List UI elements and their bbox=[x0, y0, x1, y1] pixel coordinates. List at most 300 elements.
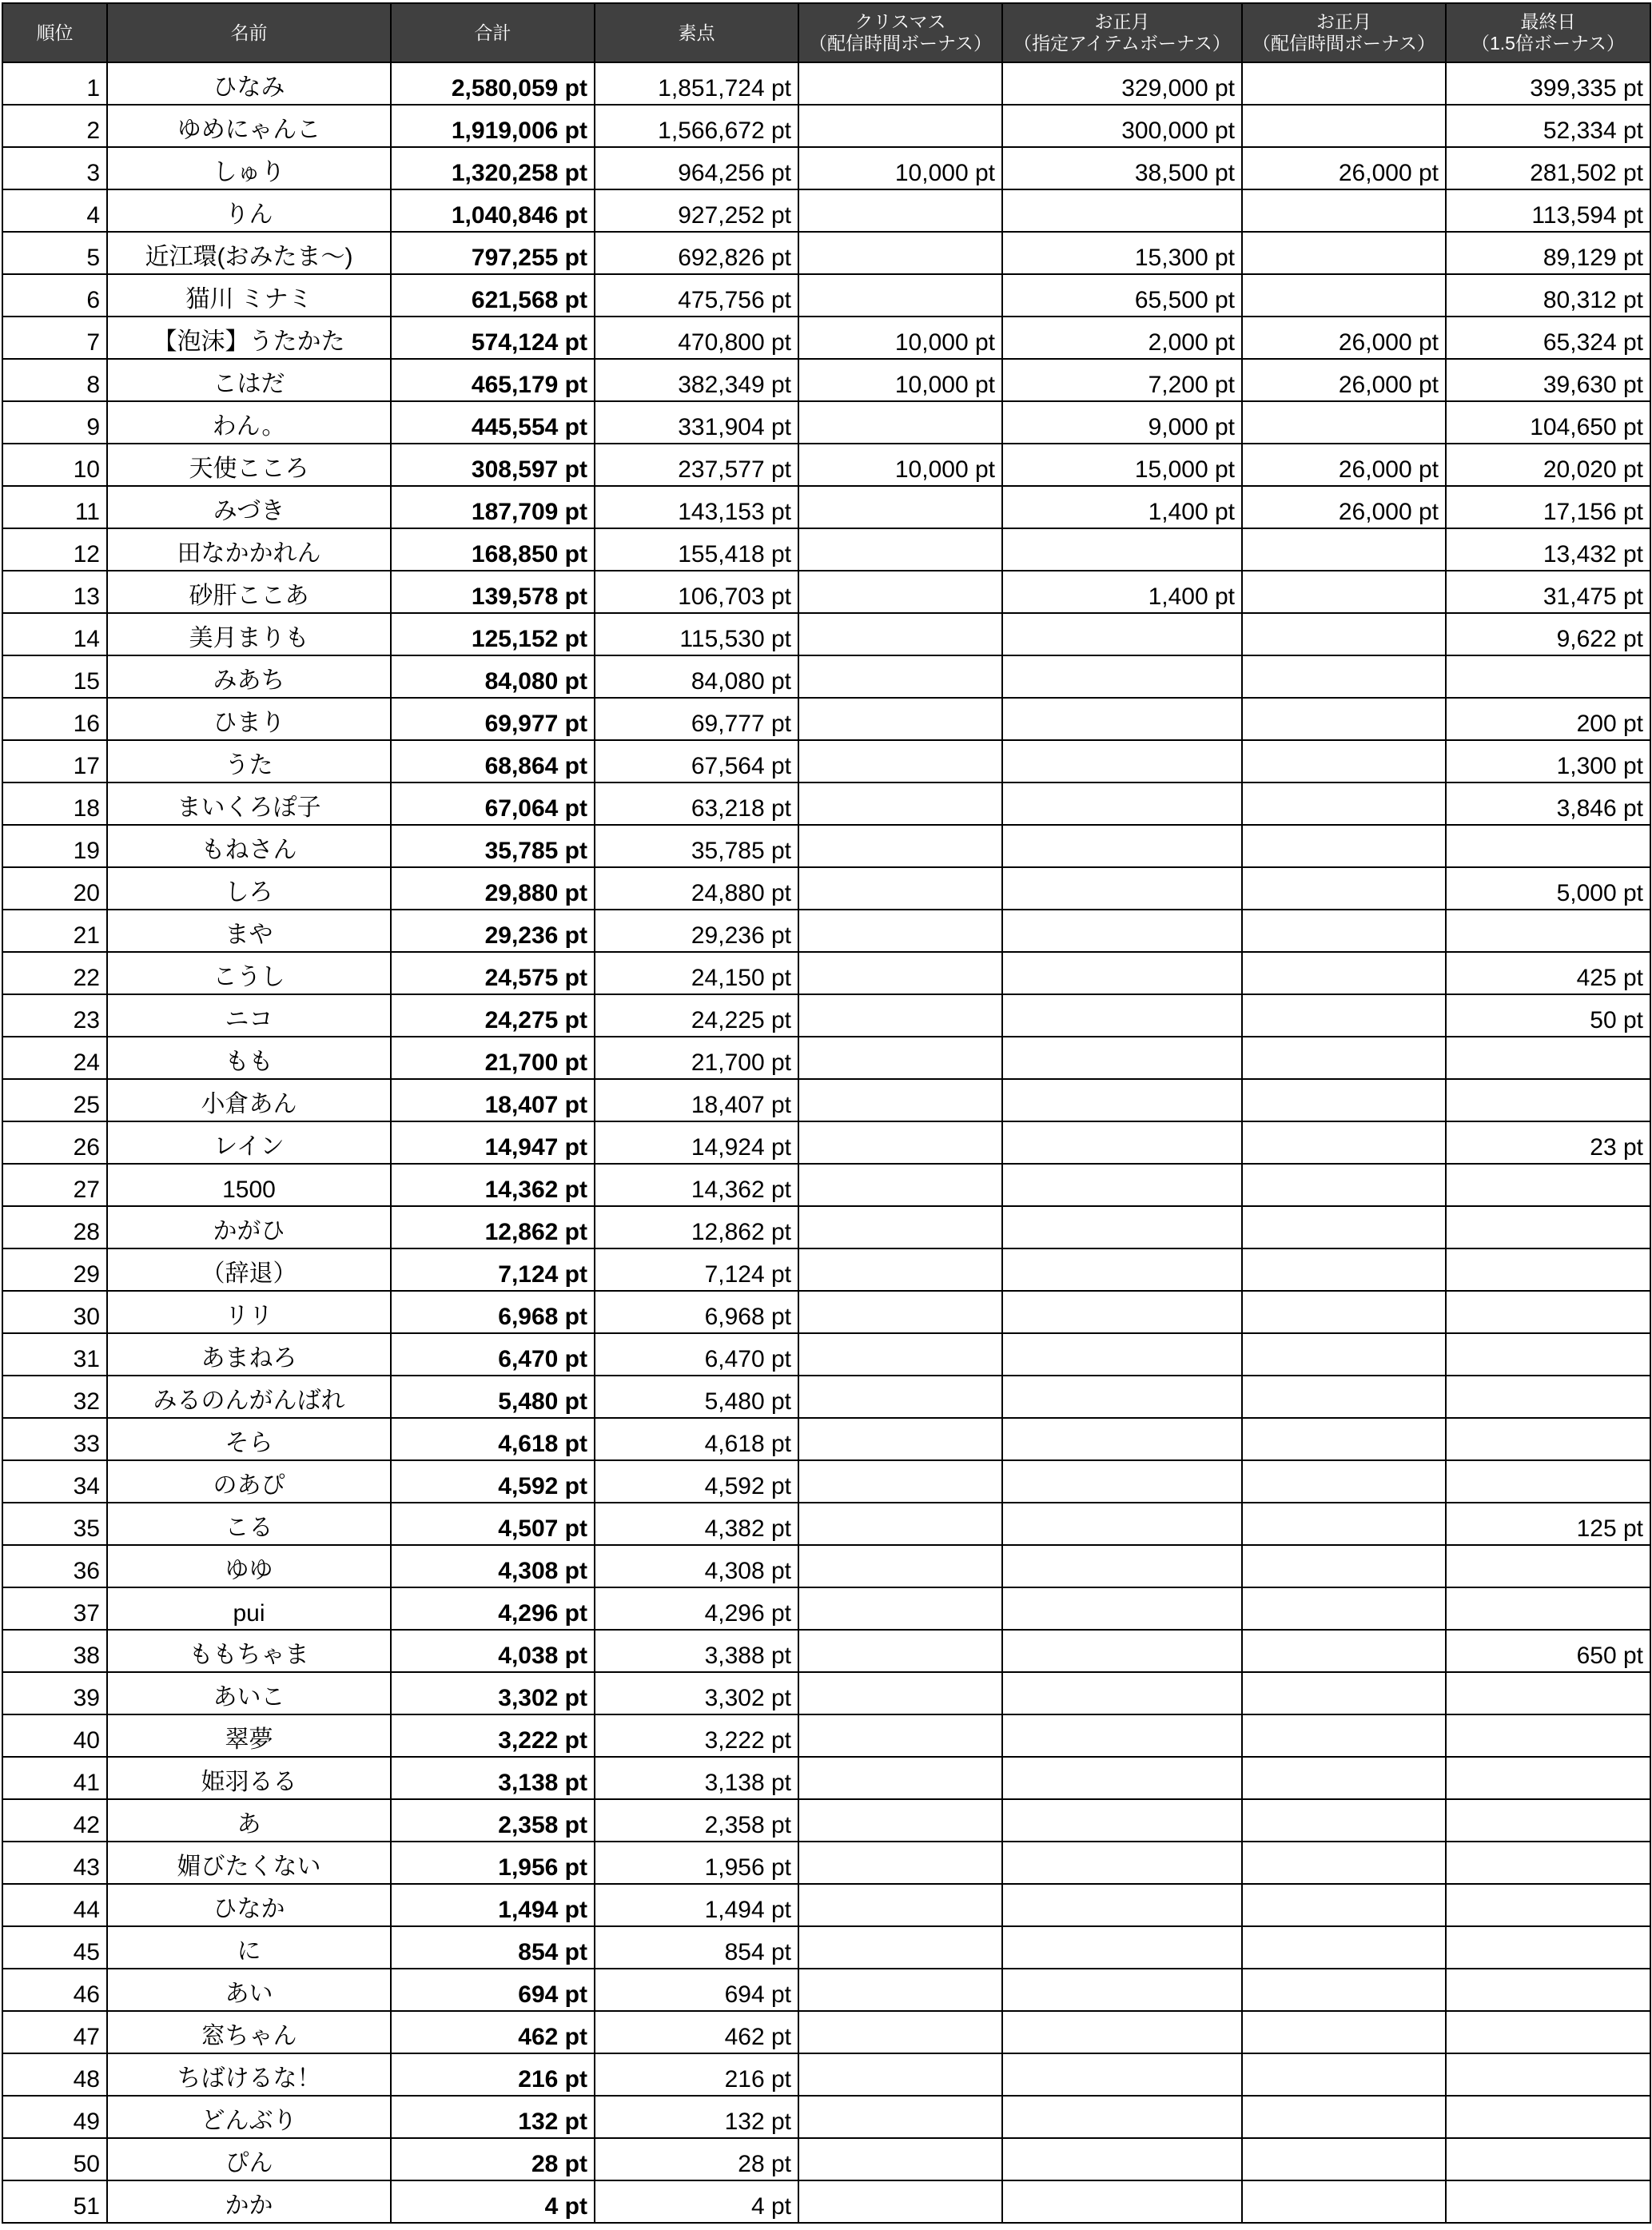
christmas-bonus-cell bbox=[798, 1291, 1002, 1333]
table-row bbox=[2, 232, 1650, 274]
header-christmas-bonus bbox=[798, 3, 1002, 62]
final-day-bonus-cell bbox=[1446, 1333, 1650, 1376]
table-row bbox=[2, 2138, 1650, 2180]
total-cell: 187,709 pt bbox=[391, 486, 595, 528]
newyear-item-bonus-cell bbox=[1002, 1333, 1242, 1376]
christmas-bonus-cell bbox=[798, 655, 1002, 698]
table-row bbox=[2, 571, 1650, 613]
newyear-time-bonus-cell bbox=[1242, 1206, 1446, 1248]
newyear-time-bonus-cell bbox=[1242, 62, 1446, 105]
total-cell: 168,850 pt bbox=[391, 528, 595, 571]
header-final-day-subtitle: （1.5倍ボーナス） bbox=[1471, 33, 1626, 54]
base-score-cell: 3,388 pt bbox=[595, 1630, 798, 1672]
name-cell: もも bbox=[107, 1037, 391, 1079]
table-row bbox=[2, 317, 1650, 359]
christmas-bonus-cell bbox=[798, 782, 1002, 825]
final-day-bonus-cell bbox=[1446, 655, 1650, 698]
table-row bbox=[2, 2011, 1650, 2053]
name-cell: ひなか bbox=[107, 1884, 391, 1926]
table-row bbox=[2, 2180, 1650, 2223]
christmas-bonus-cell bbox=[798, 1842, 1002, 1884]
table-row bbox=[2, 1037, 1650, 1079]
header-base-score: 素点 bbox=[595, 3, 798, 62]
final-day-bonus-cell bbox=[1446, 1842, 1650, 1884]
total-cell: 4,038 pt bbox=[391, 1630, 595, 1672]
newyear-item-bonus-cell: 1,400 pt bbox=[1002, 486, 1242, 528]
name-cell: あいこ bbox=[107, 1672, 391, 1714]
table-row bbox=[2, 1969, 1650, 2011]
final-day-bonus-cell bbox=[1446, 1672, 1650, 1714]
base-score-cell: 4,308 pt bbox=[595, 1545, 798, 1587]
final-day-bonus-cell bbox=[1446, 1460, 1650, 1503]
base-score-cell: 1,956 pt bbox=[595, 1842, 798, 1884]
final-day-bonus-cell: 65,324 pt bbox=[1446, 317, 1650, 359]
christmas-bonus-cell bbox=[798, 740, 1002, 782]
final-day-bonus-cell: 52,334 pt bbox=[1446, 105, 1650, 147]
newyear-time-bonus-cell bbox=[1242, 1121, 1446, 1164]
newyear-item-bonus-cell bbox=[1002, 740, 1242, 782]
final-day-bonus-cell: 50 pt bbox=[1446, 994, 1650, 1037]
total-cell: 4,296 pt bbox=[391, 1587, 595, 1630]
newyear-time-bonus-cell bbox=[1242, 867, 1446, 910]
table-row bbox=[2, 1460, 1650, 1503]
final-day-bonus-cell bbox=[1446, 1884, 1650, 1926]
total-cell: 68,864 pt bbox=[391, 740, 595, 782]
newyear-item-bonus-cell bbox=[1002, 867, 1242, 910]
christmas-bonus-cell bbox=[798, 571, 1002, 613]
rank-cell: 18 bbox=[2, 782, 107, 825]
christmas-bonus-cell bbox=[798, 1164, 1002, 1206]
newyear-item-bonus-cell bbox=[1002, 1418, 1242, 1460]
name-cell: りん bbox=[107, 189, 391, 232]
name-cell: ひまり bbox=[107, 698, 391, 740]
newyear-time-bonus-cell: 26,000 pt bbox=[1242, 444, 1446, 486]
rank-cell: 44 bbox=[2, 1884, 107, 1926]
newyear-item-bonus-cell bbox=[1002, 2011, 1242, 2053]
final-day-bonus-cell: 20,020 pt bbox=[1446, 444, 1650, 486]
name-cell: ひなみ bbox=[107, 62, 391, 105]
name-cell: しゅり bbox=[107, 147, 391, 189]
rank-cell: 30 bbox=[2, 1291, 107, 1333]
base-score-cell: 14,924 pt bbox=[595, 1121, 798, 1164]
newyear-item-bonus-cell bbox=[1002, 528, 1242, 571]
base-score-cell: 155,418 pt bbox=[595, 528, 798, 571]
newyear-item-bonus-cell bbox=[1002, 825, 1242, 867]
christmas-bonus-cell bbox=[798, 1460, 1002, 1503]
base-score-cell: 84,080 pt bbox=[595, 655, 798, 698]
christmas-bonus-cell bbox=[798, 2011, 1002, 2053]
final-day-bonus-cell: 9,622 pt bbox=[1446, 613, 1650, 655]
name-cell: かがひ bbox=[107, 1206, 391, 1248]
newyear-time-bonus-cell bbox=[1242, 1757, 1446, 1799]
newyear-time-bonus-cell: 26,000 pt bbox=[1242, 147, 1446, 189]
table-row bbox=[2, 1799, 1650, 1842]
table-row bbox=[2, 1164, 1650, 1206]
table-row bbox=[2, 867, 1650, 910]
table-row bbox=[2, 994, 1650, 1037]
final-day-bonus-cell bbox=[1446, 910, 1650, 952]
base-score-cell: 4,296 pt bbox=[595, 1587, 798, 1630]
table-row bbox=[2, 189, 1650, 232]
name-cell: こはだ bbox=[107, 359, 391, 401]
newyear-item-bonus-cell bbox=[1002, 1248, 1242, 1291]
newyear-time-bonus-cell bbox=[1242, 698, 1446, 740]
newyear-time-bonus-cell bbox=[1242, 2096, 1446, 2138]
name-cell: ぴん bbox=[107, 2138, 391, 2180]
total-cell: 7,124 pt bbox=[391, 1248, 595, 1291]
newyear-time-bonus-cell bbox=[1242, 232, 1446, 274]
newyear-item-bonus-cell bbox=[1002, 1630, 1242, 1672]
total-cell: 445,554 pt bbox=[391, 401, 595, 444]
christmas-bonus-cell bbox=[798, 2096, 1002, 2138]
christmas-bonus-cell bbox=[798, 1714, 1002, 1757]
final-day-bonus-cell: 89,129 pt bbox=[1446, 232, 1650, 274]
total-cell: 69,977 pt bbox=[391, 698, 595, 740]
table-row bbox=[2, 1079, 1650, 1121]
header-name: 名前 bbox=[107, 3, 391, 62]
base-score-cell: 18,407 pt bbox=[595, 1079, 798, 1121]
table-row bbox=[2, 274, 1650, 317]
newyear-time-bonus-cell bbox=[1242, 952, 1446, 994]
rank-cell: 33 bbox=[2, 1418, 107, 1460]
total-cell: 216 pt bbox=[391, 2053, 595, 2096]
newyear-item-bonus-cell bbox=[1002, 1545, 1242, 1587]
newyear-time-bonus-cell: 26,000 pt bbox=[1242, 359, 1446, 401]
base-score-cell: 4,618 pt bbox=[595, 1418, 798, 1460]
rank-cell: 41 bbox=[2, 1757, 107, 1799]
total-cell: 1,919,006 pt bbox=[391, 105, 595, 147]
newyear-item-bonus-cell: 65,500 pt bbox=[1002, 274, 1242, 317]
table-row bbox=[2, 1587, 1650, 1630]
base-score-cell: 331,904 pt bbox=[595, 401, 798, 444]
christmas-bonus-cell bbox=[798, 1757, 1002, 1799]
rank-cell: 31 bbox=[2, 1333, 107, 1376]
base-score-cell: 3,138 pt bbox=[595, 1757, 798, 1799]
rank-cell: 14 bbox=[2, 613, 107, 655]
rank-cell: 23 bbox=[2, 994, 107, 1037]
name-cell: もねさん bbox=[107, 825, 391, 867]
final-day-bonus-cell: 3,846 pt bbox=[1446, 782, 1650, 825]
christmas-bonus-cell bbox=[798, 1799, 1002, 1842]
final-day-bonus-cell: 650 pt bbox=[1446, 1630, 1650, 1672]
christmas-bonus-cell: 10,000 pt bbox=[798, 444, 1002, 486]
name-cell: 猫川 ミナミ bbox=[107, 274, 391, 317]
rank-cell: 50 bbox=[2, 2138, 107, 2180]
total-cell: 797,255 pt bbox=[391, 232, 595, 274]
rank-cell: 37 bbox=[2, 1587, 107, 1630]
newyear-item-bonus-cell bbox=[1002, 1884, 1242, 1926]
total-cell: 3,222 pt bbox=[391, 1714, 595, 1757]
base-score-cell: 28 pt bbox=[595, 2138, 798, 2180]
base-score-cell: 106,703 pt bbox=[595, 571, 798, 613]
total-cell: 574,124 pt bbox=[391, 317, 595, 359]
name-cell: （辞退） bbox=[107, 1248, 391, 1291]
name-cell: そら bbox=[107, 1418, 391, 1460]
newyear-item-bonus-cell bbox=[1002, 613, 1242, 655]
total-cell: 21,700 pt bbox=[391, 1037, 595, 1079]
rank-cell: 47 bbox=[2, 2011, 107, 2053]
base-score-cell: 4,382 pt bbox=[595, 1503, 798, 1545]
christmas-bonus-cell bbox=[798, 910, 1002, 952]
newyear-item-bonus-cell bbox=[1002, 2053, 1242, 2096]
final-day-bonus-cell bbox=[1446, 1799, 1650, 1842]
newyear-time-bonus-cell: 26,000 pt bbox=[1242, 317, 1446, 359]
final-day-bonus-cell: 425 pt bbox=[1446, 952, 1650, 994]
rank-cell: 35 bbox=[2, 1503, 107, 1545]
newyear-time-bonus-cell bbox=[1242, 740, 1446, 782]
total-cell: 621,568 pt bbox=[391, 274, 595, 317]
table-row bbox=[2, 825, 1650, 867]
name-cell: 姫羽るる bbox=[107, 1757, 391, 1799]
newyear-time-bonus-cell bbox=[1242, 1164, 1446, 1206]
total-cell: 4 pt bbox=[391, 2180, 595, 2223]
final-day-bonus-cell bbox=[1446, 1291, 1650, 1333]
total-cell: 1,320,258 pt bbox=[391, 147, 595, 189]
table-row bbox=[2, 1376, 1650, 1418]
base-score-cell: 6,968 pt bbox=[595, 1291, 798, 1333]
header-newyear-time-title: お正月 bbox=[1316, 11, 1371, 32]
final-day-bonus-cell bbox=[1446, 2096, 1650, 2138]
rank-cell: 24 bbox=[2, 1037, 107, 1079]
final-day-bonus-cell bbox=[1446, 2011, 1650, 2053]
base-score-cell: 35,785 pt bbox=[595, 825, 798, 867]
christmas-bonus-cell bbox=[798, 994, 1002, 1037]
total-cell: 694 pt bbox=[391, 1969, 595, 2011]
christmas-bonus-cell bbox=[798, 698, 1002, 740]
total-cell: 462 pt bbox=[391, 2011, 595, 2053]
final-day-bonus-cell bbox=[1446, 1757, 1650, 1799]
total-cell: 4,592 pt bbox=[391, 1460, 595, 1503]
newyear-time-bonus-cell bbox=[1242, 910, 1446, 952]
name-cell: みるのんがんばれ bbox=[107, 1376, 391, 1418]
newyear-time-bonus-cell bbox=[1242, 2138, 1446, 2180]
total-cell: 3,302 pt bbox=[391, 1672, 595, 1714]
rank-cell: 11 bbox=[2, 486, 107, 528]
base-score-cell: 24,880 pt bbox=[595, 867, 798, 910]
christmas-bonus-cell: 10,000 pt bbox=[798, 317, 1002, 359]
table-row bbox=[2, 1248, 1650, 1291]
total-cell: 1,956 pt bbox=[391, 1842, 595, 1884]
final-day-bonus-cell: 113,594 pt bbox=[1446, 189, 1650, 232]
name-cell: 砂肝ここあ bbox=[107, 571, 391, 613]
newyear-time-bonus-cell bbox=[1242, 2180, 1446, 2223]
christmas-bonus-cell bbox=[798, 1587, 1002, 1630]
table-row bbox=[2, 782, 1650, 825]
rank-cell: 5 bbox=[2, 232, 107, 274]
name-cell: 媚びたくない bbox=[107, 1842, 391, 1884]
rank-cell: 42 bbox=[2, 1799, 107, 1842]
final-day-bonus-cell: 125 pt bbox=[1446, 1503, 1650, 1545]
newyear-time-bonus-cell bbox=[1242, 782, 1446, 825]
base-score-cell: 216 pt bbox=[595, 2053, 798, 2096]
total-cell: 132 pt bbox=[391, 2096, 595, 2138]
table-row bbox=[2, 1757, 1650, 1799]
ranking-table bbox=[2, 2, 1651, 2224]
table-row bbox=[2, 2096, 1650, 2138]
base-score-cell: 694 pt bbox=[595, 1969, 798, 2011]
total-cell: 139,578 pt bbox=[391, 571, 595, 613]
base-score-cell: 1,566,672 pt bbox=[595, 105, 798, 147]
christmas-bonus-cell: 10,000 pt bbox=[798, 147, 1002, 189]
newyear-item-bonus-cell bbox=[1002, 1503, 1242, 1545]
name-cell: pui bbox=[107, 1587, 391, 1630]
name-cell: 近江環(おみたま～) bbox=[107, 232, 391, 274]
base-score-cell: 63,218 pt bbox=[595, 782, 798, 825]
header-rank: 順位 bbox=[2, 3, 107, 62]
base-score-cell: 470,800 pt bbox=[595, 317, 798, 359]
name-cell: かか bbox=[107, 2180, 391, 2223]
total-cell: 29,236 pt bbox=[391, 910, 595, 952]
newyear-time-bonus-cell bbox=[1242, 528, 1446, 571]
total-cell: 5,480 pt bbox=[391, 1376, 595, 1418]
header-newyear-item-bonus bbox=[1002, 3, 1242, 62]
header-total: 合計 bbox=[391, 3, 595, 62]
newyear-item-bonus-cell bbox=[1002, 1842, 1242, 1884]
christmas-bonus-cell bbox=[798, 1248, 1002, 1291]
rank-cell: 12 bbox=[2, 528, 107, 571]
table-row bbox=[2, 655, 1650, 698]
name-cell: 翠夢 bbox=[107, 1714, 391, 1757]
base-score-cell: 1,494 pt bbox=[595, 1884, 798, 1926]
newyear-time-bonus-cell bbox=[1242, 613, 1446, 655]
total-cell: 6,968 pt bbox=[391, 1291, 595, 1333]
name-cell: 窓ちゃん bbox=[107, 2011, 391, 2053]
newyear-time-bonus-cell bbox=[1242, 1545, 1446, 1587]
rank-cell: 40 bbox=[2, 1714, 107, 1757]
base-score-cell: 692,826 pt bbox=[595, 232, 798, 274]
newyear-time-bonus-cell bbox=[1242, 1799, 1446, 1842]
base-score-cell: 115,530 pt bbox=[595, 613, 798, 655]
christmas-bonus-cell bbox=[798, 1079, 1002, 1121]
name-cell: のあぴ bbox=[107, 1460, 391, 1503]
newyear-item-bonus-cell bbox=[1002, 1037, 1242, 1079]
newyear-time-bonus-cell bbox=[1242, 2011, 1446, 2053]
total-cell: 12,862 pt bbox=[391, 1206, 595, 1248]
newyear-item-bonus-cell: 329,000 pt bbox=[1002, 62, 1242, 105]
newyear-time-bonus-cell: 26,000 pt bbox=[1242, 486, 1446, 528]
rank-cell: 29 bbox=[2, 1248, 107, 1291]
ranking-table-container bbox=[2, 2, 1651, 2224]
table-row bbox=[2, 1503, 1650, 1545]
base-score-cell: 14,362 pt bbox=[595, 1164, 798, 1206]
final-day-bonus-cell bbox=[1446, 1079, 1650, 1121]
final-day-bonus-cell bbox=[1446, 1418, 1650, 1460]
rank-cell: 6 bbox=[2, 274, 107, 317]
name-cell: 小倉あん bbox=[107, 1079, 391, 1121]
name-cell: 美月まりも bbox=[107, 613, 391, 655]
final-day-bonus-cell: 80,312 pt bbox=[1446, 274, 1650, 317]
final-day-bonus-cell: 281,502 pt bbox=[1446, 147, 1650, 189]
base-score-cell: 2,358 pt bbox=[595, 1799, 798, 1842]
newyear-item-bonus-cell bbox=[1002, 1799, 1242, 1842]
base-score-cell: 462 pt bbox=[595, 2011, 798, 2053]
base-score-cell: 143,153 pt bbox=[595, 486, 798, 528]
base-score-cell: 3,222 pt bbox=[595, 1714, 798, 1757]
name-cell: ゆめにゃんこ bbox=[107, 105, 391, 147]
newyear-time-bonus-cell bbox=[1242, 1248, 1446, 1291]
total-cell: 4,507 pt bbox=[391, 1503, 595, 1545]
final-day-bonus-cell bbox=[1446, 1164, 1650, 1206]
base-score-cell: 3,302 pt bbox=[595, 1672, 798, 1714]
final-day-bonus-cell bbox=[1446, 2053, 1650, 2096]
newyear-time-bonus-cell bbox=[1242, 1460, 1446, 1503]
rank-cell: 7 bbox=[2, 317, 107, 359]
base-score-cell: 5,480 pt bbox=[595, 1376, 798, 1418]
name-cell: ゆゆ bbox=[107, 1545, 391, 1587]
header-newyear-item-subtitle: （指定アイテムボーナス） bbox=[1013, 33, 1231, 54]
final-day-bonus-cell bbox=[1446, 1587, 1650, 1630]
base-score-cell: 67,564 pt bbox=[595, 740, 798, 782]
final-day-bonus-cell: 31,475 pt bbox=[1446, 571, 1650, 613]
header-christmas-title: クリスマス bbox=[854, 11, 946, 32]
newyear-item-bonus-cell bbox=[1002, 994, 1242, 1037]
table-row bbox=[2, 910, 1650, 952]
table-row bbox=[2, 952, 1650, 994]
christmas-bonus-cell bbox=[798, 613, 1002, 655]
rank-cell: 10 bbox=[2, 444, 107, 486]
christmas-bonus-cell bbox=[798, 1884, 1002, 1926]
name-cell: レイン bbox=[107, 1121, 391, 1164]
newyear-time-bonus-cell bbox=[1242, 1969, 1446, 2011]
newyear-item-bonus-cell bbox=[1002, 1757, 1242, 1799]
rank-cell: 22 bbox=[2, 952, 107, 994]
base-score-cell: 12,862 pt bbox=[595, 1206, 798, 1248]
newyear-time-bonus-cell bbox=[1242, 274, 1446, 317]
final-day-bonus-cell bbox=[1446, 1969, 1650, 2011]
newyear-item-bonus-cell: 15,000 pt bbox=[1002, 444, 1242, 486]
header-row bbox=[2, 3, 1650, 62]
table-row bbox=[2, 1672, 1650, 1714]
christmas-bonus-cell bbox=[798, 528, 1002, 571]
name-cell: みあち bbox=[107, 655, 391, 698]
base-score-cell: 21,700 pt bbox=[595, 1037, 798, 1079]
name-cell: あい bbox=[107, 1969, 391, 2011]
table-row bbox=[2, 1714, 1650, 1757]
newyear-time-bonus-cell bbox=[1242, 1079, 1446, 1121]
christmas-bonus-cell bbox=[798, 486, 1002, 528]
header-final-day-title: 最終日 bbox=[1520, 11, 1576, 32]
name-cell: あまねろ bbox=[107, 1333, 391, 1376]
base-score-cell: 4 pt bbox=[595, 2180, 798, 2223]
rank-cell: 1 bbox=[2, 62, 107, 105]
final-day-bonus-cell bbox=[1446, 825, 1650, 867]
rank-cell: 28 bbox=[2, 1206, 107, 1248]
base-score-cell: 475,756 pt bbox=[595, 274, 798, 317]
table-row bbox=[2, 740, 1650, 782]
rank-cell: 48 bbox=[2, 2053, 107, 2096]
total-cell: 28 pt bbox=[391, 2138, 595, 2180]
total-cell: 4,618 pt bbox=[391, 1418, 595, 1460]
final-day-bonus-cell bbox=[1446, 1376, 1650, 1418]
christmas-bonus-cell bbox=[798, 232, 1002, 274]
name-cell: ももちゃま bbox=[107, 1630, 391, 1672]
total-cell: 14,362 pt bbox=[391, 1164, 595, 1206]
total-cell: 18,407 pt bbox=[391, 1079, 595, 1121]
total-cell: 84,080 pt bbox=[391, 655, 595, 698]
table-row bbox=[2, 1121, 1650, 1164]
base-score-cell: 4,592 pt bbox=[595, 1460, 798, 1503]
total-cell: 24,275 pt bbox=[391, 994, 595, 1037]
table-row bbox=[2, 613, 1650, 655]
total-cell: 67,064 pt bbox=[391, 782, 595, 825]
newyear-item-bonus-cell bbox=[1002, 782, 1242, 825]
christmas-bonus-cell bbox=[798, 401, 1002, 444]
base-score-cell: 6,470 pt bbox=[595, 1333, 798, 1376]
total-cell: 3,138 pt bbox=[391, 1757, 595, 1799]
base-score-cell: 1,851,724 pt bbox=[595, 62, 798, 105]
final-day-bonus-cell bbox=[1446, 2180, 1650, 2223]
rank-cell: 4 bbox=[2, 189, 107, 232]
